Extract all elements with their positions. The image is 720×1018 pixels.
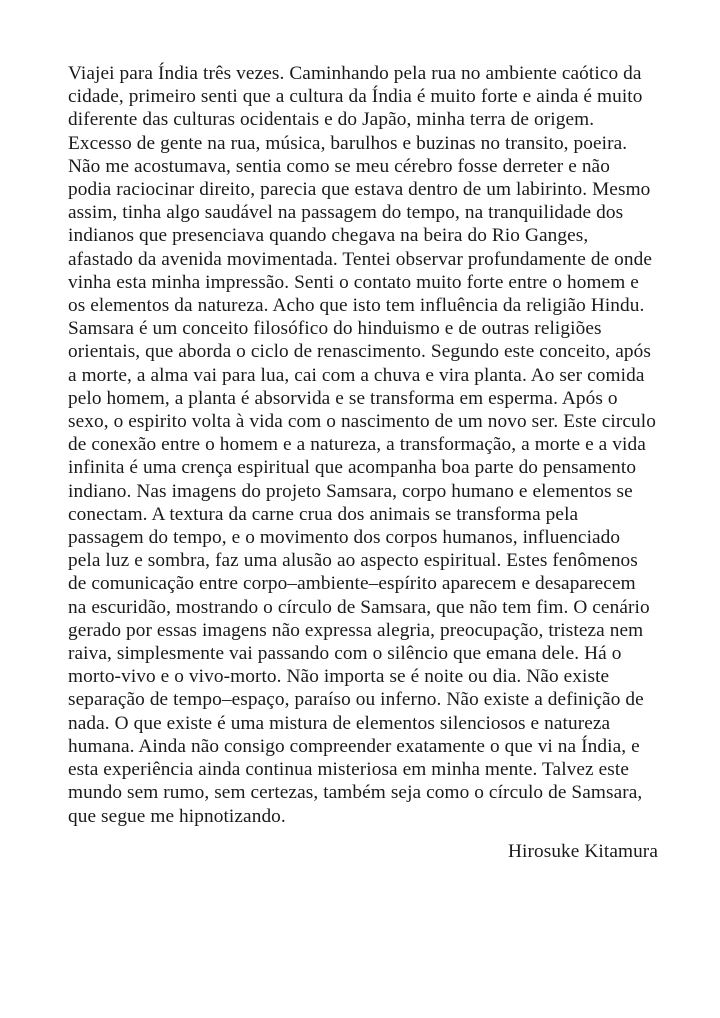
text-line: infinita é uma crença espiritual que acompanha boa parte do pensamento	[68, 457, 637, 479]
text-line: Excesso de gente na rua, música, barulhos e buzinas no transito, poeira.	[68, 132, 628, 154]
text-line: Samsara é um conceito filosófico do hinduismo e de outras religiões	[68, 318, 602, 340]
text-line: pela luz e sombra, faz uma alusão ao aspecto espiritual. Estes fenômenos	[68, 550, 638, 572]
text-line: Não me acostumava, sentia como se meu cérebro fosse derreter e não	[68, 155, 610, 177]
text-line: a morte, a alma vai para lua, cai com a chuva e vira planta. Ao ser comida	[68, 364, 645, 386]
essay-text-block	[68, 62, 658, 863]
text-line: Viajei para Índia três vezes. Caminhando pela rua no ambiente caótico da	[68, 63, 642, 84]
text-line: indianos que presenciava quando chegava na beira do Rio Ganges,	[68, 225, 589, 247]
text-line: na escuridão, mostrando o círculo de Samsara, que não tem fim. O cenário	[68, 596, 650, 618]
text-line: sexo, o espirito volta à vida com o nascimento de um novo ser. Este circulo	[68, 411, 656, 433]
author-signature: Hirosuke Kitamura	[507, 840, 658, 862]
text-line: vinha esta minha impressão. Senti o contato muito forte entre o homem e	[68, 271, 639, 293]
text-line: esta experiência ainda continua misteriosa em minha mente. Talvez este	[68, 759, 630, 781]
text-line: de comunicação entre corpo–ambiente–espírito aparecem e desaparecem	[68, 573, 636, 595]
text-line: humana. Ainda não consigo compreender exatamente o que vi na Índia, e	[68, 735, 640, 757]
text-line: nada. O que existe é uma mistura de elementos silenciosos e natureza	[68, 712, 611, 734]
text-line: de conexão entre o homem e a natureza, a transformação, a morte e a vida	[68, 434, 646, 456]
text-line: assim, tinha algo saudável na passagem do tempo, na tranquilidade dos	[68, 202, 624, 224]
text-line: raiva, simplesmente vai passando com o silêncio que emana dele. Há o	[68, 643, 622, 665]
text-line: passagem do tempo, e o movimento dos corpos humanos, influenciado	[68, 527, 621, 549]
essay-paragraph	[68, 62, 658, 828]
text-line: os elementos da natureza. Acho que isto tem influência da religião Hindu.	[68, 295, 645, 317]
text-line: pelo homem, a planta é absorvida e se transforma em esperma. Após o	[68, 387, 618, 409]
text-line: afastado da avenida movimentada. Tentei observar profundamente de onde	[68, 248, 653, 270]
text-line: separação de tempo–espaço, paraíso ou inferno. Não existe a definição de	[68, 689, 644, 711]
text-line: que segue me hipnotizando.	[68, 805, 286, 827]
text-line: indiano. Nas imagens do projeto Samsara, corpo humano e elementos se	[68, 480, 633, 502]
text-line: conectam. A textura da carne crua dos animais se transforma pela	[68, 503, 579, 525]
text-line: gerado por essas imagens não expressa alegria, preocupação, tristeza nem	[68, 619, 644, 641]
text-line: podia raciocinar direito, parecia que estava dentro de um labirinto. Mesmo	[68, 179, 651, 201]
text-line: orientais, que aborda o ciclo de renascimento. Segundo este conceito, após	[68, 341, 651, 363]
text-line: mundo sem rumo, sem certezas, também seja como o círculo de Samsara,	[68, 782, 643, 804]
text-line: cidade, primeiro senti que a cultura da Índia é muito forte e ainda é muito	[68, 86, 643, 108]
text-line: morto-vivo e o vivo-morto. Não importa se é noite ou dia. Não existe	[68, 666, 610, 688]
text-line: diferente das culturas ocidentais e do Japão, minha terra de origem.	[68, 109, 595, 131]
